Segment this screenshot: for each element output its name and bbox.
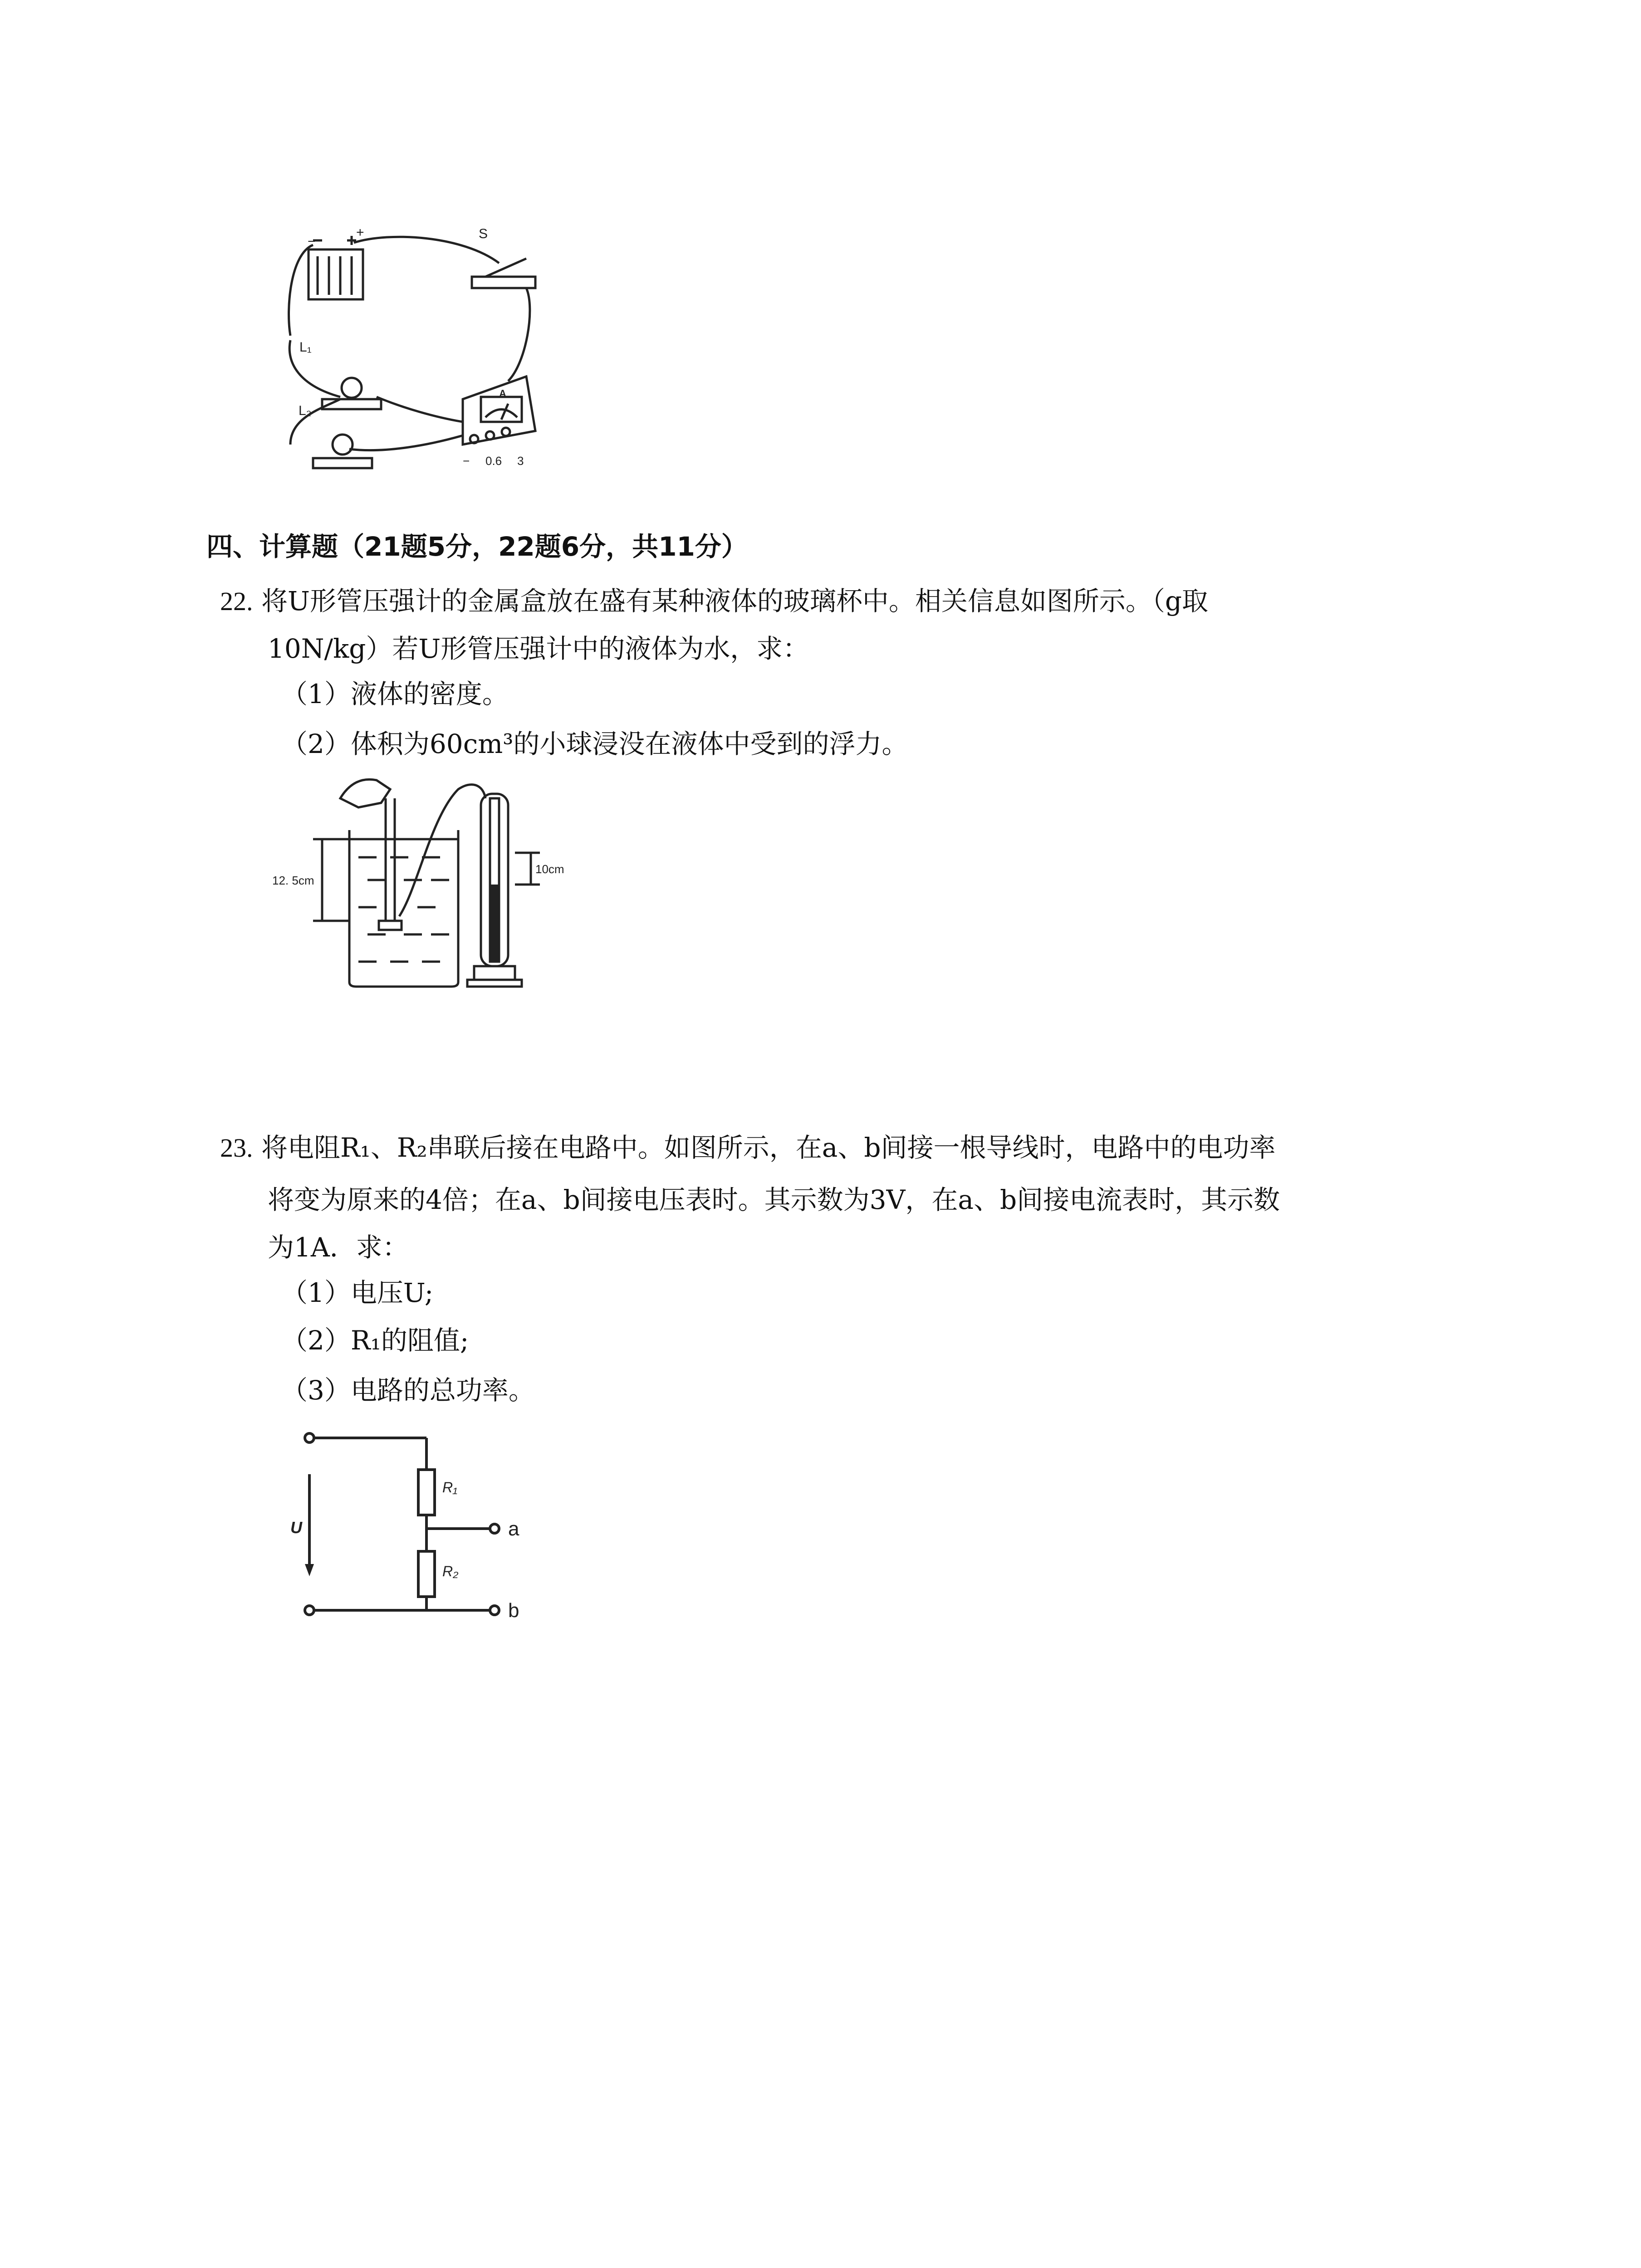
battery-minus-label: −	[308, 234, 316, 249]
voltage-label: U	[290, 1518, 302, 1537]
terminal-b-label: b	[508, 1599, 519, 1622]
switch-label: S	[479, 226, 488, 241]
section-heading: 四、计算题（21题5分，22题6分，共11分）	[206, 531, 748, 562]
q23-text-line1: 将电阻R₁、R₂串联后接在电路中。如图所示，在a、b间接一根导线时，电路中的电功率	[261, 1132, 1276, 1163]
q23-part3: （3）电路的总功率。	[281, 1375, 535, 1406]
q22-number: 22.	[220, 587, 253, 616]
r1-label: R₁	[442, 1479, 458, 1496]
terminal-minus-label: −	[463, 454, 470, 468]
terminal-06-label: 0.6	[485, 454, 502, 468]
q23-line1	[220, 1129, 1276, 1166]
q22-text-line1: 将U形管压强计的金属盒放在盛有某种液体的玻璃杯中。相关信息如图所示。（g取	[261, 586, 1208, 616]
q23-line2: 将变为原来的4倍；在a、b间接电压表时。其示数为3V，在a、b间接电流表时，其示数	[268, 1184, 1280, 1215]
q23-part1: （1）电压U;	[281, 1277, 434, 1308]
q22-part1: （1）液体的密度。	[281, 679, 509, 709]
ammeter-label: A	[499, 388, 506, 399]
r2-label: R₂	[442, 1563, 459, 1579]
circuit-figure	[272, 218, 554, 481]
battery-plus-label: +	[356, 225, 364, 240]
q23-number: 23.	[220, 1133, 253, 1163]
q22-line2: 10N/kg）若U形管压强计中的液体为水，求：	[268, 633, 809, 664]
q23-line3: 为1A．求：	[268, 1232, 409, 1263]
resistor-circuit-figure	[281, 1420, 554, 1624]
pressure-gauge-figure	[268, 771, 594, 989]
lamp1-label: L₁	[299, 340, 312, 355]
terminal-3-label: 3	[517, 454, 524, 468]
q22-line1	[220, 583, 1208, 620]
terminal-a-label: a	[508, 1518, 519, 1540]
depth-label: 12. 5cm	[272, 874, 314, 887]
height-diff-label: 10cm	[535, 862, 564, 876]
q22-part2: （2）体积为60cm³的小球浸没在液体中受到的浮力。	[281, 728, 908, 759]
lamp2-label: L₂	[299, 403, 312, 418]
q23-part2: （2）R₁的阻值;	[281, 1325, 469, 1356]
